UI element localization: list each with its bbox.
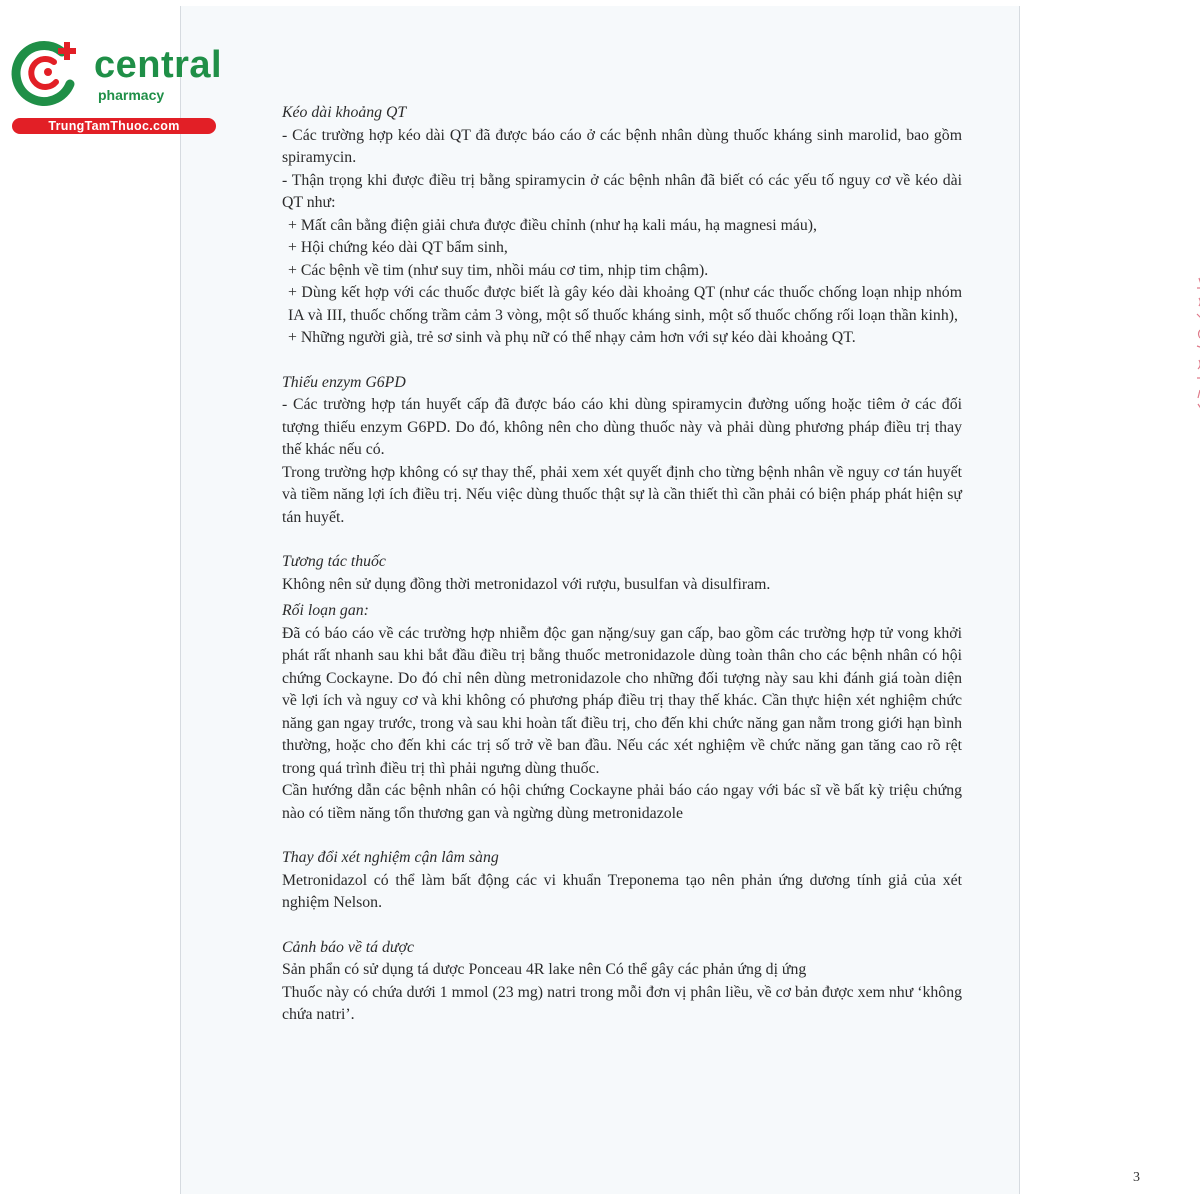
list-item: + Hội chứng kéo dài QT bẩm sinh, — [288, 239, 508, 256]
paragraph: - Các trường hợp kéo dài QT đã được báo cáo ở các bệnh nhân dùng thuốc kháng sinh marolid, bao gồm spiramycin. — [282, 126, 962, 166]
section-heading-liver: Rối loạn gan: — [282, 602, 369, 619]
central-pharmacy-c-icon — [10, 38, 80, 108]
section-heading-qt: Kéo dài khoảng QT — [282, 104, 407, 121]
margin-handwriting-marks — [1191, 274, 1200, 416]
section-heading-interaction: Tương tác thuốc — [282, 553, 386, 570]
page-number: 3 — [1133, 1170, 1140, 1185]
document-body — [282, 102, 962, 1027]
list-item: + Các bệnh về tim (như suy tim, nhồi máu cơ tim, nhịp tim chậm). — [288, 261, 709, 279]
paragraph: Cần hướng dẫn các bệnh nhân có hội chứng Cockayne phải báo cáo ngay với bác sĩ về bất kỳ triệu chứng nào có tiềm năng tổn thương gan và ngừng dùng metronidazole — [282, 782, 962, 822]
paragraph: Trong trường hợp không có sự thay thế, phải xem xét quyết định cho từng bệnh nhân về nguy cơ tán huyết và tiềm năng lợi ích điều trị. Nếu việc dùng thuốc thật sự là cần thiết thì cần phải có biện pháp phát hiện sự tán huyết. — [282, 463, 962, 526]
paragraph: Đã có báo cáo về các trường hợp nhiễm độc gan nặng/suy gan cấp, bao gồm các trường hợp tử vong khởi phát rất nhanh sau khi bắt đầu điều trị bằng thuốc metronidazole dùng toàn thân cho các bệnh nhân có hội chứng Cockayne. Do đó chỉ nên dùng metronidazole cho những đối tượng này sau khi đánh giá toàn diện về lợi ích và nguy cơ và khi không có phương pháp điều trị thay thế khác. Cần thực hiện xét nghiệm chức năng gan ngay trước, trong và sau khi hoàn tất điều trị, cho đến khi chức năng gan nằm trong giới hạn bình thường, hoặc cho đến khi các trị số trở về ban đầu. Nếu các xét nghiệm về chức năng gan tăng cao rõ rệt trong quá trình điều trị thì phải ngưng dùng thuốc. — [282, 624, 962, 777]
section-heading-lab: Thay đổi xét nghiệm cận lâm sàng — [282, 849, 499, 866]
section-heading-g6pd: Thiếu enzym G6PD — [282, 373, 406, 391]
paragraph: Không nên sử dụng đồng thời metronidazol với rượu, busulfan và disulfiram. — [282, 575, 771, 593]
paragraph: - Các trường hợp tán huyết cấp đã được báo cáo khi dùng spiramycin đường uống hoặc tiêm ở các đối tượng thiếu enzym G6PD. Do đó, không nên cho dùng thuốc này và phải dùng phương pháp điều trị thay thế khác nếu có. — [282, 396, 962, 458]
list-item: + Dùng kết hợp với các thuốc được biết là gây kéo dài khoảng QT (như các thuốc chống loạn nhịp nhóm IA và III, thuốc chống trầm cảm 3 vòng, một số thuốc kháng sinh, một số thuốc chống rối loạn thần kinh), — [288, 284, 962, 324]
logo-site-badge: TrungTamThuoc.com — [12, 118, 216, 134]
paragraph: Thuốc này có chứa dưới 1 mmol (23 mg) natri trong mỗi đơn vị phân liều, về cơ bản được xem như ‘không chứa natri’. — [282, 983, 962, 1023]
paragraph: Sản phẩn có sử dụng tá dược Ponceau 4R lake nên Có thể gây các phản ứng dị ứng — [282, 961, 807, 978]
central-pharmacy-logo — [8, 36, 223, 136]
paragraph: Metronidazol có thể làm bất động các vi khuẩn Treponema tạo nên phản ứng dương tính giả của xét nghiệm Nelson. — [282, 871, 962, 911]
list-item: + Những người già, trẻ sơ sinh và phụ nữ có thể nhạy cảm hơn với sự kéo dài khoảng QT. — [288, 329, 856, 346]
logo-name: central — [94, 44, 223, 86]
list-item: + Mất cân bằng điện giải chưa được điều chỉnh (như hạ kali máu, hạ magnesi máu), — [288, 216, 817, 234]
logo-subtitle: pharmacy — [98, 87, 165, 103]
paragraph: - Thận trọng khi được điều trị bằng spiramycin ở các bệnh nhân đã biết có các yếu tố nguy cơ về kéo dài QT như: — [282, 171, 962, 211]
section-heading-excipient: Cảnh báo về tá dược — [282, 938, 414, 956]
